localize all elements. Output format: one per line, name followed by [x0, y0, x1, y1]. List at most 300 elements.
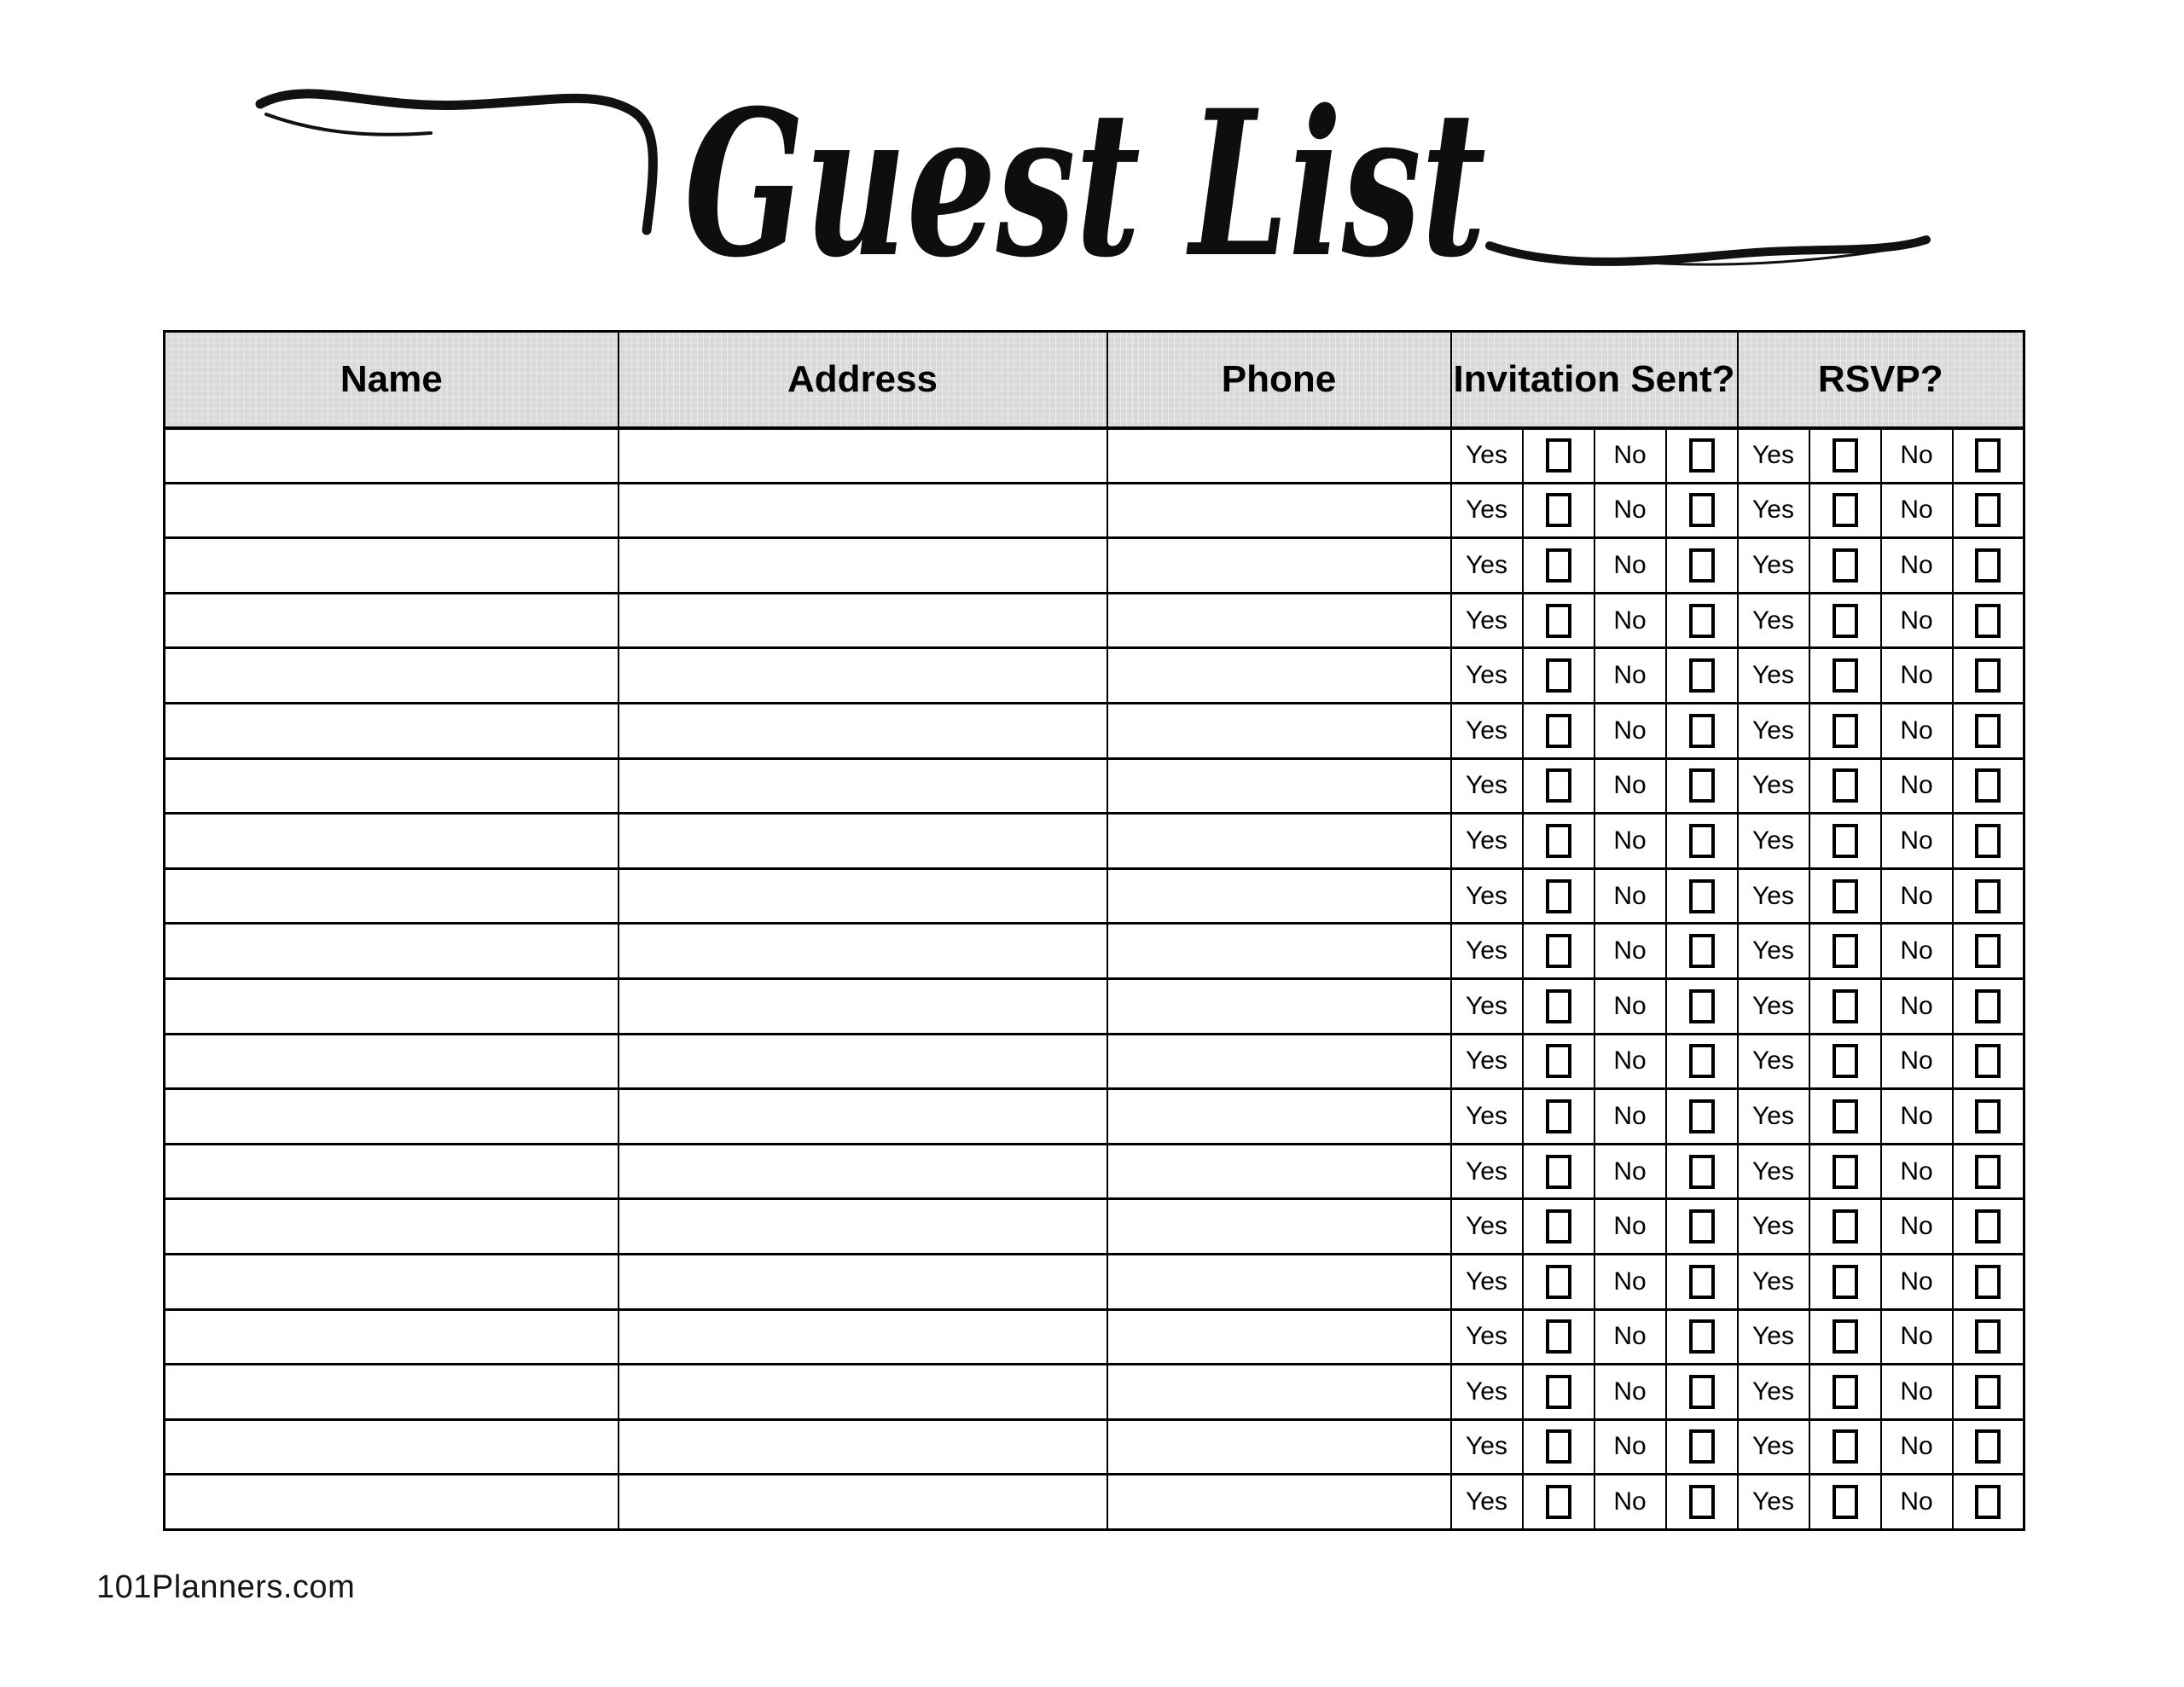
address-cell[interactable]	[619, 978, 1107, 1034]
invitation_sent-no-checkbox[interactable]	[1689, 1099, 1715, 1133]
rsvp-yes-checkbox[interactable]	[1833, 1209, 1858, 1244]
invitation_sent-yes-checkbox[interactable]	[1546, 714, 1571, 748]
rsvp-yes-label: Yes	[1738, 924, 1809, 979]
rsvp-no-cell	[1953, 1309, 2024, 1365]
phone-cell[interactable]	[1107, 868, 1451, 924]
rsvp-no-checkbox[interactable]	[1975, 1044, 2001, 1078]
invitation_sent-no-label: No	[1594, 1309, 1666, 1365]
invitation_sent-no-checkbox[interactable]	[1689, 934, 1715, 968]
address-cell[interactable]	[619, 1034, 1107, 1089]
rsvp-no-label: No	[1881, 978, 1953, 1034]
address-cell[interactable]	[619, 1475, 1107, 1530]
header-name: Name	[165, 332, 619, 428]
rsvp-yes-cell	[1809, 1199, 1881, 1255]
invitation_sent-yes-checkbox[interactable]	[1546, 879, 1571, 913]
rsvp-yes-checkbox[interactable]	[1833, 1265, 1858, 1299]
rsvp-yes-label: Yes	[1738, 1034, 1809, 1089]
footer-site-text: 101Planners.com	[96, 1569, 356, 1605]
rsvp-no-cell	[1953, 1254, 2024, 1309]
invitation_sent-yes-label: Yes	[1451, 758, 1523, 814]
header-address: Address	[619, 332, 1107, 428]
rsvp-yes-cell	[1809, 1034, 1881, 1089]
invitation_sent-yes-label: Yes	[1451, 1419, 1523, 1475]
invitation_sent-no-checkbox[interactable]	[1689, 438, 1715, 472]
rsvp-yes-cell	[1809, 1419, 1881, 1475]
invitation_sent-yes-checkbox[interactable]	[1546, 824, 1571, 858]
invitation_sent-yes-cell	[1523, 483, 1594, 538]
rsvp-yes-label: Yes	[1738, 703, 1809, 758]
invitation_sent-yes-cell	[1523, 538, 1594, 594]
rsvp-no-label: No	[1881, 1365, 1953, 1420]
invitation_sent-yes-checkbox[interactable]	[1546, 1319, 1571, 1354]
address-cell[interactable]	[619, 648, 1107, 704]
invitation_sent-no-label: No	[1594, 703, 1666, 758]
title-flourish-right	[1490, 240, 1926, 262]
rsvp-no-label: No	[1881, 1034, 1953, 1089]
invitation_sent-no-label: No	[1594, 978, 1666, 1034]
name-cell[interactable]	[165, 703, 619, 758]
phone-cell[interactable]	[1107, 1309, 1451, 1365]
table-row	[165, 978, 2024, 1034]
invitation_sent-yes-cell	[1523, 814, 1594, 869]
phone-cell[interactable]	[1107, 538, 1451, 594]
address-cell[interactable]	[619, 1254, 1107, 1309]
name-cell[interactable]	[165, 978, 619, 1034]
guest-list-table	[163, 330, 2025, 1531]
name-cell[interactable]	[165, 1034, 619, 1089]
invitation_sent-no-cell	[1666, 1034, 1738, 1089]
invitation_sent-yes-label: Yes	[1451, 868, 1523, 924]
rsvp-yes-checkbox[interactable]	[1833, 989, 1858, 1023]
header-invitation-sent: Invitation Sent?	[1451, 332, 1738, 428]
table-body	[165, 428, 2024, 1530]
invitation_sent-yes-cell	[1523, 1309, 1594, 1365]
address-cell[interactable]	[619, 1309, 1107, 1365]
invitation_sent-no-checkbox[interactable]	[1689, 1429, 1715, 1464]
name-cell[interactable]	[165, 483, 619, 538]
invitation_sent-no-checkbox[interactable]	[1689, 493, 1715, 527]
table-row	[165, 428, 2024, 484]
phone-cell[interactable]	[1107, 648, 1451, 704]
rsvp-no-cell	[1953, 593, 2024, 648]
address-cell[interactable]	[619, 483, 1107, 538]
invitation_sent-no-checkbox[interactable]	[1689, 1044, 1715, 1078]
table-row	[165, 1254, 2024, 1309]
invitation_sent-yes-cell	[1523, 924, 1594, 979]
rsvp-no-cell	[1953, 1199, 2024, 1255]
rsvp-no-checkbox[interactable]	[1975, 1155, 2001, 1189]
rsvp-yes-label: Yes	[1738, 538, 1809, 594]
table-row	[165, 1419, 2024, 1475]
address-cell[interactable]	[619, 538, 1107, 594]
rsvp-yes-checkbox[interactable]	[1833, 1319, 1858, 1354]
rsvp-yes-checkbox[interactable]	[1833, 768, 1858, 803]
rsvp-no-checkbox[interactable]	[1975, 493, 2001, 527]
rsvp-no-label: No	[1881, 814, 1953, 869]
rsvp-no-cell	[1953, 703, 2024, 758]
rsvp-yes-checkbox[interactable]	[1833, 879, 1858, 913]
table-row	[165, 483, 2024, 538]
table-row	[165, 1309, 2024, 1365]
rsvp-no-label: No	[1881, 924, 1953, 979]
rsvp-no-label: No	[1881, 1419, 1953, 1475]
invitation_sent-yes-label: Yes	[1451, 1089, 1523, 1145]
name-cell[interactable]	[165, 814, 619, 869]
address-cell[interactable]	[619, 1089, 1107, 1145]
rsvp-no-checkbox[interactable]	[1975, 1265, 2001, 1299]
rsvp-yes-checkbox[interactable]	[1833, 1429, 1858, 1464]
rsvp-no-cell	[1953, 758, 2024, 814]
invitation_sent-no-label: No	[1594, 814, 1666, 869]
rsvp-no-cell	[1953, 1365, 2024, 1420]
invitation_sent-yes-cell	[1523, 1419, 1594, 1475]
invitation_sent-yes-checkbox[interactable]	[1546, 1209, 1571, 1244]
invitation_sent-yes-checkbox[interactable]	[1546, 438, 1571, 472]
invitation_sent-no-cell	[1666, 1475, 1738, 1530]
address-cell[interactable]	[619, 814, 1107, 869]
address-cell[interactable]	[619, 593, 1107, 648]
invitation_sent-yes-label: Yes	[1451, 978, 1523, 1034]
rsvp-no-cell	[1953, 978, 2024, 1034]
rsvp-yes-label: Yes	[1738, 758, 1809, 814]
name-cell[interactable]	[165, 1199, 619, 1255]
invitation_sent-yes-checkbox[interactable]	[1546, 934, 1571, 968]
rsvp-no-checkbox[interactable]	[1975, 768, 2001, 803]
phone-cell[interactable]	[1107, 1475, 1451, 1530]
phone-cell[interactable]	[1107, 814, 1451, 869]
rsvp-yes-cell	[1809, 1475, 1881, 1530]
invitation_sent-yes-checkbox[interactable]	[1546, 1375, 1571, 1409]
table-row	[165, 1034, 2024, 1089]
invitation_sent-yes-cell	[1523, 593, 1594, 648]
rsvp-yes-cell	[1809, 1089, 1881, 1145]
invitation_sent-no-cell	[1666, 428, 1738, 484]
rsvp-yes-checkbox[interactable]	[1833, 604, 1858, 638]
invitation_sent-yes-checkbox[interactable]	[1546, 1155, 1571, 1189]
address-cell[interactable]	[619, 428, 1107, 484]
invitation_sent-yes-checkbox[interactable]	[1546, 768, 1571, 803]
invitation_sent-yes-label: Yes	[1451, 1254, 1523, 1309]
rsvp-no-checkbox[interactable]	[1975, 824, 2001, 858]
rsvp-yes-label: Yes	[1738, 1144, 1809, 1199]
rsvp-yes-checkbox[interactable]	[1833, 1485, 1858, 1519]
table-row	[165, 538, 2024, 594]
name-cell[interactable]	[165, 1309, 619, 1365]
invitation_sent-no-cell	[1666, 758, 1738, 814]
header-rsvp: RSVP?	[1738, 332, 2024, 428]
invitation_sent-yes-label: Yes	[1451, 814, 1523, 869]
phone-cell[interactable]	[1107, 1199, 1451, 1255]
invitation_sent-no-label: No	[1594, 1254, 1666, 1309]
phone-cell[interactable]	[1107, 1089, 1451, 1145]
rsvp-no-cell	[1953, 1475, 2024, 1530]
invitation_sent-yes-cell	[1523, 648, 1594, 704]
address-cell[interactable]	[619, 1419, 1107, 1475]
invitation_sent-no-label: No	[1594, 1034, 1666, 1089]
invitation_sent-no-label: No	[1594, 1089, 1666, 1145]
rsvp-no-checkbox[interactable]	[1975, 658, 2001, 693]
invitation_sent-yes-cell	[1523, 1089, 1594, 1145]
rsvp-yes-label: Yes	[1738, 1419, 1809, 1475]
invitation_sent-yes-checkbox[interactable]	[1546, 493, 1571, 527]
invitation_sent-no-label: No	[1594, 758, 1666, 814]
table-row	[165, 868, 2024, 924]
invitation_sent-no-label: No	[1594, 1144, 1666, 1199]
invitation_sent-no-checkbox[interactable]	[1689, 658, 1715, 693]
invitation_sent-yes-checkbox[interactable]	[1546, 548, 1571, 583]
rsvp-no-cell	[1953, 483, 2024, 538]
rsvp-yes-checkbox[interactable]	[1833, 438, 1858, 472]
rsvp-yes-checkbox[interactable]	[1833, 493, 1858, 527]
rsvp-yes-checkbox[interactable]	[1833, 1099, 1858, 1133]
rsvp-no-checkbox[interactable]	[1975, 1099, 2001, 1133]
title-banner	[0, 26, 2184, 350]
invitation_sent-no-label: No	[1594, 1199, 1666, 1255]
address-cell[interactable]	[619, 924, 1107, 979]
rsvp-yes-label: Yes	[1738, 868, 1809, 924]
table-row	[165, 1199, 2024, 1255]
rsvp-no-cell	[1953, 1034, 2024, 1089]
rsvp-no-cell	[1953, 868, 2024, 924]
rsvp-yes-cell	[1809, 483, 1881, 538]
invitation_sent-yes-label: Yes	[1451, 1199, 1523, 1255]
invitation_sent-yes-checkbox[interactable]	[1546, 1485, 1571, 1519]
rsvp-no-checkbox[interactable]	[1975, 714, 2001, 748]
invitation_sent-no-cell	[1666, 1309, 1738, 1365]
rsvp-yes-checkbox[interactable]	[1833, 1155, 1858, 1189]
address-cell[interactable]	[619, 1199, 1107, 1255]
invitation_sent-no-checkbox[interactable]	[1689, 1265, 1715, 1299]
name-cell[interactable]	[165, 868, 619, 924]
rsvp-no-cell	[1953, 1144, 2024, 1199]
rsvp-yes-cell	[1809, 648, 1881, 704]
rsvp-no-label: No	[1881, 703, 1953, 758]
invitation_sent-yes-checkbox[interactable]	[1546, 989, 1571, 1023]
address-cell[interactable]	[619, 868, 1107, 924]
rsvp-yes-checkbox[interactable]	[1833, 824, 1858, 858]
rsvp-no-label: No	[1881, 1144, 1953, 1199]
invitation_sent-yes-checkbox[interactable]	[1546, 1099, 1571, 1133]
phone-cell[interactable]	[1107, 1144, 1451, 1199]
name-cell[interactable]	[165, 1144, 619, 1199]
invitation_sent-yes-cell	[1523, 1365, 1594, 1420]
rsvp-no-label: No	[1881, 1254, 1953, 1309]
header-row	[165, 332, 2024, 428]
invitation_sent-yes-label: Yes	[1451, 648, 1523, 704]
phone-cell[interactable]	[1107, 924, 1451, 979]
rsvp-yes-label: Yes	[1738, 1309, 1809, 1365]
rsvp-no-checkbox[interactable]	[1975, 879, 2001, 913]
invitation_sent-no-checkbox[interactable]	[1689, 768, 1715, 803]
invitation_sent-yes-label: Yes	[1451, 1144, 1523, 1199]
rsvp-yes-cell	[1809, 538, 1881, 594]
rsvp-no-checkbox[interactable]	[1975, 1319, 2001, 1354]
invitation_sent-no-cell	[1666, 593, 1738, 648]
rsvp-yes-checkbox[interactable]	[1833, 714, 1858, 748]
rsvp-yes-label: Yes	[1738, 593, 1809, 648]
rsvp-yes-checkbox[interactable]	[1833, 548, 1858, 583]
table-row	[165, 758, 2024, 814]
invitation_sent-no-checkbox[interactable]	[1689, 1319, 1715, 1354]
invitation_sent-no-label: No	[1594, 483, 1666, 538]
table-row	[165, 648, 2024, 704]
rsvp-yes-checkbox[interactable]	[1833, 658, 1858, 693]
rsvp-yes-cell	[1809, 814, 1881, 869]
rsvp-no-checkbox[interactable]	[1975, 989, 2001, 1023]
rsvp-no-label: No	[1881, 1309, 1953, 1365]
invitation_sent-yes-label: Yes	[1451, 428, 1523, 484]
invitation_sent-no-cell	[1666, 648, 1738, 704]
rsvp-yes-cell	[1809, 1254, 1881, 1309]
invitation_sent-yes-checkbox[interactable]	[1546, 658, 1571, 693]
invitation_sent-no-cell	[1666, 538, 1738, 594]
phone-cell[interactable]	[1107, 1419, 1451, 1475]
invitation_sent-no-cell	[1666, 924, 1738, 979]
invitation_sent-yes-checkbox[interactable]	[1546, 604, 1571, 638]
invitation_sent-yes-cell	[1523, 1199, 1594, 1255]
rsvp-no-label: No	[1881, 1199, 1953, 1255]
phone-cell[interactable]	[1107, 703, 1451, 758]
rsvp-no-checkbox[interactable]	[1975, 604, 2001, 638]
rsvp-no-checkbox[interactable]	[1975, 1209, 2001, 1244]
table-row	[165, 1144, 2024, 1199]
name-cell[interactable]	[165, 593, 619, 648]
address-cell[interactable]	[619, 758, 1107, 814]
rsvp-no-label: No	[1881, 593, 1953, 648]
invitation_sent-no-cell	[1666, 703, 1738, 758]
invitation_sent-no-label: No	[1594, 428, 1666, 484]
name-cell[interactable]	[165, 924, 619, 979]
invitation_sent-no-checkbox[interactable]	[1689, 548, 1715, 583]
phone-cell[interactable]	[1107, 483, 1451, 538]
rsvp-no-label: No	[1881, 428, 1953, 484]
invitation_sent-no-checkbox[interactable]	[1689, 989, 1715, 1023]
phone-cell[interactable]	[1107, 758, 1451, 814]
rsvp-yes-checkbox[interactable]	[1833, 934, 1858, 968]
invitation_sent-no-checkbox[interactable]	[1689, 714, 1715, 748]
rsvp-yes-label: Yes	[1738, 483, 1809, 538]
name-cell[interactable]	[165, 1365, 619, 1420]
rsvp-yes-cell	[1809, 868, 1881, 924]
invitation_sent-no-cell	[1666, 868, 1738, 924]
name-cell[interactable]	[165, 538, 619, 594]
name-cell[interactable]	[165, 1475, 619, 1530]
invitation_sent-yes-label: Yes	[1451, 1365, 1523, 1420]
rsvp-yes-cell	[1809, 1365, 1881, 1420]
invitation_sent-yes-checkbox[interactable]	[1546, 1265, 1571, 1299]
title-flourish-left-echo	[266, 114, 431, 135]
rsvp-yes-label: Yes	[1738, 648, 1809, 704]
invitation_sent-no-cell	[1666, 1144, 1738, 1199]
rsvp-no-cell	[1953, 538, 2024, 594]
name-cell[interactable]	[165, 758, 619, 814]
invitation_sent-yes-label: Yes	[1451, 1475, 1523, 1530]
invitation_sent-yes-cell	[1523, 978, 1594, 1034]
phone-cell[interactable]	[1107, 1254, 1451, 1309]
rsvp-no-checkbox[interactable]	[1975, 934, 2001, 968]
table-row	[165, 814, 2024, 869]
invitation_sent-no-label: No	[1594, 648, 1666, 704]
rsvp-yes-label: Yes	[1738, 1365, 1809, 1420]
name-cell[interactable]	[165, 648, 619, 704]
phone-cell[interactable]	[1107, 1365, 1451, 1420]
rsvp-no-cell	[1953, 1089, 2024, 1145]
invitation_sent-no-checkbox[interactable]	[1689, 824, 1715, 858]
rsvp-yes-cell	[1809, 1309, 1881, 1365]
invitation_sent-no-cell	[1666, 1419, 1738, 1475]
invitation_sent-no-checkbox[interactable]	[1689, 1209, 1715, 1244]
invitation_sent-no-cell	[1666, 1089, 1738, 1145]
rsvp-no-label: No	[1881, 648, 1953, 704]
address-cell[interactable]	[619, 1365, 1107, 1420]
invitation_sent-yes-checkbox[interactable]	[1546, 1429, 1571, 1464]
address-cell[interactable]	[619, 1144, 1107, 1199]
invitation_sent-yes-checkbox[interactable]	[1546, 1044, 1571, 1078]
rsvp-yes-label: Yes	[1738, 978, 1809, 1034]
table-row	[165, 593, 2024, 648]
title-flourish-left	[260, 94, 653, 230]
rsvp-no-checkbox[interactable]	[1975, 1429, 2001, 1464]
rsvp-yes-cell	[1809, 758, 1881, 814]
title-text: Guest List	[684, 67, 1486, 302]
phone-cell[interactable]	[1107, 1034, 1451, 1089]
invitation_sent-no-cell	[1666, 483, 1738, 538]
rsvp-no-label: No	[1881, 868, 1953, 924]
rsvp-no-checkbox[interactable]	[1975, 548, 2001, 583]
invitation_sent-yes-cell	[1523, 703, 1594, 758]
invitation_sent-no-checkbox[interactable]	[1689, 1375, 1715, 1409]
name-cell[interactable]	[165, 1419, 619, 1475]
invitation_sent-yes-cell	[1523, 1475, 1594, 1530]
invitation_sent-no-label: No	[1594, 538, 1666, 594]
rsvp-no-cell	[1953, 1419, 2024, 1475]
rsvp-no-cell	[1953, 428, 2024, 484]
phone-cell[interactable]	[1107, 428, 1451, 484]
phone-cell[interactable]	[1107, 593, 1451, 648]
invitation_sent-no-checkbox[interactable]	[1689, 1485, 1715, 1519]
invitation_sent-yes-cell	[1523, 1034, 1594, 1089]
rsvp-yes-label: Yes	[1738, 428, 1809, 484]
rsvp-yes-cell	[1809, 1144, 1881, 1199]
rsvp-no-checkbox[interactable]	[1975, 1485, 2001, 1519]
rsvp-yes-checkbox[interactable]	[1833, 1044, 1858, 1078]
invitation_sent-yes-label: Yes	[1451, 1309, 1523, 1365]
rsvp-yes-cell	[1809, 593, 1881, 648]
table-row	[165, 924, 2024, 979]
rsvp-yes-label: Yes	[1738, 814, 1809, 869]
phone-cell[interactable]	[1107, 978, 1451, 1034]
header-phone: Phone	[1107, 332, 1451, 428]
invitation_sent-no-checkbox[interactable]	[1689, 879, 1715, 913]
invitation_sent-no-cell	[1666, 814, 1738, 869]
rsvp-yes-checkbox[interactable]	[1833, 1375, 1858, 1409]
invitation_sent-yes-label: Yes	[1451, 593, 1523, 648]
name-cell[interactable]	[165, 428, 619, 484]
rsvp-no-cell	[1953, 648, 2024, 704]
name-cell[interactable]	[165, 1254, 619, 1309]
invitation_sent-no-checkbox[interactable]	[1689, 604, 1715, 638]
table-row	[165, 1365, 2024, 1420]
invitation_sent-no-checkbox[interactable]	[1689, 1155, 1715, 1189]
name-cell[interactable]	[165, 1089, 619, 1145]
rsvp-no-checkbox[interactable]	[1975, 438, 2001, 472]
address-cell[interactable]	[619, 703, 1107, 758]
invitation_sent-yes-label: Yes	[1451, 538, 1523, 594]
invitation_sent-no-cell	[1666, 1365, 1738, 1420]
invitation_sent-yes-cell	[1523, 1254, 1594, 1309]
rsvp-no-checkbox[interactable]	[1975, 1375, 2001, 1409]
rsvp-yes-label: Yes	[1738, 1089, 1809, 1145]
